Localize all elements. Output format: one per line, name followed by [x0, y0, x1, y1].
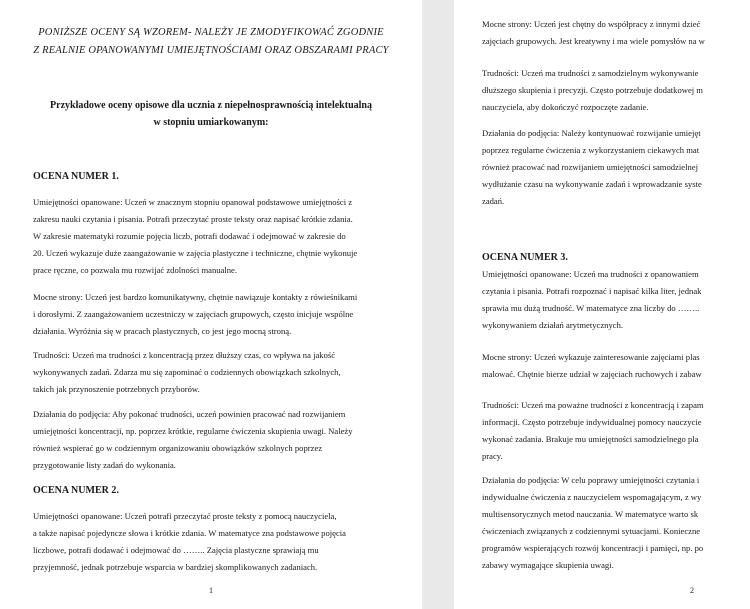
s3-actions-paragraph: Działania do podjęcia: W celu poprawy umiejętności czytania i indywidualne ćwiczenia z nauczycielem wspomagającym, z wy multisensorycznych metod nauczania. W matematyce warto sk ćwiczeniach związanych z codziennymi sytuacjami. Konieczne programów wspierających rozwój koncentracji i pamięci, np. po zabawy wymagające skupienia uwagi.	[482, 475, 704, 570]
section-heading-2: OCENA NUMER 2.	[33, 485, 119, 496]
s1-skills-paragraph: Umiejętności opanowane: Uczeń w znacznym stopniu opanował podstawowe umiejętności z zakresu nauki czytania i pisania. Potrafi przeczytać proste teksty oraz napisać krótkie zdania. W zakresie matematyki rozumie pojęcia liczb, potrafi dodawać i odejmować w zakresie do 20. Uczeń wykazuje duże zaangażowanie w zajęcia plastyczne i techniczne, chętnie wykonuje prace ręczne, co pozwala mu rozwijać zdolności manualne.	[33, 197, 358, 275]
document-page-2	[454, 0, 750, 609]
section-heading-3: OCENA NUMER 3.	[482, 252, 568, 263]
header-line-1: PONIŻSZE OCENY SĄ WZOREM- NALEŻY JE ZMODYFIKOWAĆ ZGODNIE	[38, 27, 384, 38]
s2-skills-paragraph: Umiejętności opanowane: Uczeń potrafi przeczytać proste teksty z pomocą nauczyciela, a także napisać pojedyncze słowa i krótkie zdania. W matematyce zna podstawowe pojęcia liczbowe, potrafi dodawać i odejmować do …….. Zajęcia plastyczne sprawiają mu przyjemność, jednak potrzebuje wsparcia w bardziej skomplikowanych zadaniach.	[33, 511, 346, 572]
header-line-2: Z REALNIE OPANOWANYMI UMIEJĘTNOŚCIAMI ORAZ OBSZARAMI PRACY	[33, 45, 389, 56]
s1-actions-paragraph: Działania do podjęcia: Aby pokonać trudności, uczeń powinien pracować nad rozwijaniem umiejętności koncentracji, np. poprzez krótkie, regularne ćwiczenia skupienia uwagi. Należy również wspierać go w codziennym organizowaniu obowiązków szkolnych poprzez przygotowanie listy zadań do wykonania.	[33, 409, 353, 470]
page-number: 1	[209, 586, 213, 595]
s1-difficulties-paragraph: Trudności: Uczeń ma trudności z koncentracją przez dłuższy czas, co wpływa na jakość wykonywanych zadań. Zdarza mu się zapominać o codziennych obowiązkach szkolnych, takich jak przynoszenie potrzebnych przyborów.	[33, 350, 341, 394]
section-heading-1: OCENA NUMER 1.	[33, 171, 119, 182]
s2-strengths-paragraph: Mocne strony: Uczeń jest chętny do współpracy z innymi dzieć zajęciach grupowych. Jest kreatywny i ma wiele pomysłów na w	[482, 19, 705, 46]
s3-skills-paragraph: Umiejętności opanowane: Uczeń ma trudności z opanowaniem czytania i pisania. Potrafi rozpoznać i napisać kilka liter, jednak sprawia mu dużą trudność. W matematyce zna liczby do …….. wykonywaniem działań arytmetycznych.	[482, 269, 702, 330]
s3-strengths-paragraph: Mocne strony: Uczeń wykazuje zainteresowanie zajęciami plas malować. Chętnie bierze udział w zajęciach ruchowych i zabaw	[482, 352, 702, 379]
page-gutter	[422, 0, 454, 609]
s1-strengths-paragraph: Mocne strony: Uczeń jest bardzo komunikatywny, chętnie nawiązuje kontakty z rówieśnikami i dorosłymi. Z zaangażowaniem uczestniczy w zajęciach grupowych, często inicjuje wspólne działania. Wyróżnia się w pracach plastycznych, co jest jego mocną stroną.	[33, 292, 358, 336]
page-number: 2	[690, 586, 694, 595]
title-line-2: w stopniu umiarkowanym:	[153, 117, 269, 128]
s2-difficulties-paragraph: Trudności: Uczeń ma trudności z samodzielnym wykonywanie dłuższego skupienia i precyzji. Często potrzebuje dodatkowej m nauczyciela, aby dokończyć rozpoczęte zadanie.	[482, 68, 703, 112]
s3-difficulties-paragraph: Trudności: Uczeń ma poważne trudności z koncentracją i zapam informacji. Często potrzebuje indywidualnej pomocy nauczycie wykonać zadania. Brakuje mu umiejętności samodzielnego pla pracy.	[482, 400, 704, 461]
title-line-1: Przykładowe oceny opisowe dla ucznia z niepełnosprawnością intelektualną	[50, 100, 372, 111]
s2-actions-paragraph: Działania do podjęcia: Należy kontynuować rozwijanie umiejęt poprzez regularne ćwiczenia z wykorzystaniem ciekawych mat również pracować nad rozwijaniem umiejętności samodzielnej wydłużanie czasu na wykonywanie zadań i wprowadzanie syste zadań.	[482, 128, 702, 206]
